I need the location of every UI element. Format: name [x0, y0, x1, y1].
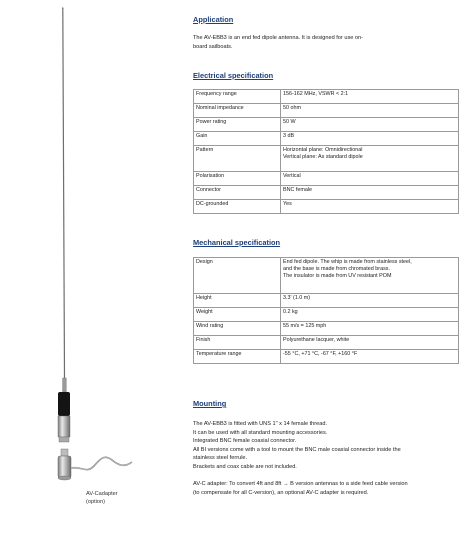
spec-value: Vertical [281, 172, 459, 186]
table-row [194, 146, 459, 172]
spec-label: Frequency range [194, 90, 281, 104]
spec-value-line: and the base is made from chromated brass. [283, 266, 390, 272]
mounting-line: stainless steel ferrule. [193, 455, 248, 462]
spec-label: Polarisation [194, 172, 281, 186]
table-row [194, 322, 459, 336]
spec-value: 50 ohm [281, 104, 459, 118]
caption-line-1: AV-Cadapter [86, 491, 118, 497]
mounting-spacer [193, 472, 459, 481]
spec-label: Wind rating [194, 322, 281, 336]
adapter-caption [86, 490, 118, 506]
mounting-line: Brackets and coax cable are not included. [193, 463, 297, 470]
table-row [194, 294, 459, 308]
mounting-line: All BI versions come with a tool to mount the BNC male coaxial connector inside the [193, 446, 401, 453]
table-row [194, 104, 459, 118]
table-row [194, 336, 459, 350]
spec-value: 3 dB [281, 132, 459, 146]
chrome-base [58, 416, 70, 437]
application-heading: Application [193, 15, 234, 24]
spec-value: Yes [281, 200, 459, 214]
table-row [194, 350, 459, 364]
spec-label: Gain [194, 132, 281, 146]
spec-label: Temperature range [194, 350, 281, 364]
mechanical-table [193, 257, 459, 364]
table-row [194, 132, 459, 146]
application-line: The AV-EBB3 is an end fed dipole antenna. It is designed for use on- [193, 35, 363, 41]
table-row [194, 186, 459, 200]
spec-value: BNC female [281, 186, 459, 200]
spec-value: 0.2 kg [281, 308, 459, 322]
table-row [194, 258, 459, 294]
spec-value-line: Vertical plane: As standard dipole [283, 154, 363, 160]
spec-value: 3.3' (1.0 m) [281, 294, 459, 308]
spec-label: Design [194, 258, 281, 294]
mounting-heading: Mounting [193, 399, 227, 408]
spec-value-line: The insulator is made from UV resistant POM [283, 273, 392, 279]
mounting-text [193, 420, 459, 497]
whip [63, 8, 65, 378]
application-line: board sailboats. [193, 43, 233, 50]
mounting-line: It can be used with all standard mounting accessories. [193, 429, 328, 436]
electrical-heading: Electrical specification [193, 71, 274, 80]
table-row [194, 200, 459, 214]
spec-label: Nominal impedance [194, 104, 281, 118]
spec-value [281, 258, 459, 294]
caption-line-2: (option) [86, 499, 105, 505]
table-row [194, 90, 459, 104]
antenna-drawing [0, 0, 185, 537]
spec-label: Weight [194, 308, 281, 322]
antenna-illustration [0, 0, 185, 537]
spec-value [281, 146, 459, 172]
mounting-line: The AV-EBB3 is fitted with UNS 1" x 14 female thread. [193, 421, 328, 427]
mounting-line: AV-C adapter: To convert 4ft and 8ft → B version antennas to a side feed cable version [193, 481, 408, 488]
mounting-line: Integrated BNC female coaxial connector. [193, 438, 297, 445]
spec-value: 50 W [281, 118, 459, 132]
insulator [58, 392, 70, 416]
spec-value-line: Horizontal plane: Omnidirectional [283, 147, 363, 153]
spec-label: DC-grounded [194, 200, 281, 214]
application-text [193, 34, 459, 51]
table-row [194, 172, 459, 186]
spec-label: Power rating [194, 118, 281, 132]
spec-value: -55 °C, +71 °C, -67 °F, +160 °F [281, 350, 459, 364]
electrical-table [193, 89, 459, 214]
whip-collar [63, 378, 67, 392]
spec-value: 55 m/s = 125 mph [281, 322, 459, 336]
spec-value-line: End fed dipole. The whip is made from stainless steel, [283, 259, 412, 265]
spec-label: Finish [194, 336, 281, 350]
spec-value: Polyurethane lacquer, white [281, 336, 459, 350]
av-cadapter [58, 449, 132, 480]
spec-label: Height [194, 294, 281, 308]
spec-label: Pattern [194, 146, 281, 172]
table-row [194, 308, 459, 322]
table-row [194, 118, 459, 132]
spec-value: 156-162 MHz, VSWR < 2:1 [281, 90, 459, 104]
spec-label: Connector [194, 186, 281, 200]
mechanical-heading: Mechanical specification [193, 238, 281, 247]
mounting-line: (to compensate for all C-version), an optional AV-C adapter is required. [193, 489, 369, 496]
